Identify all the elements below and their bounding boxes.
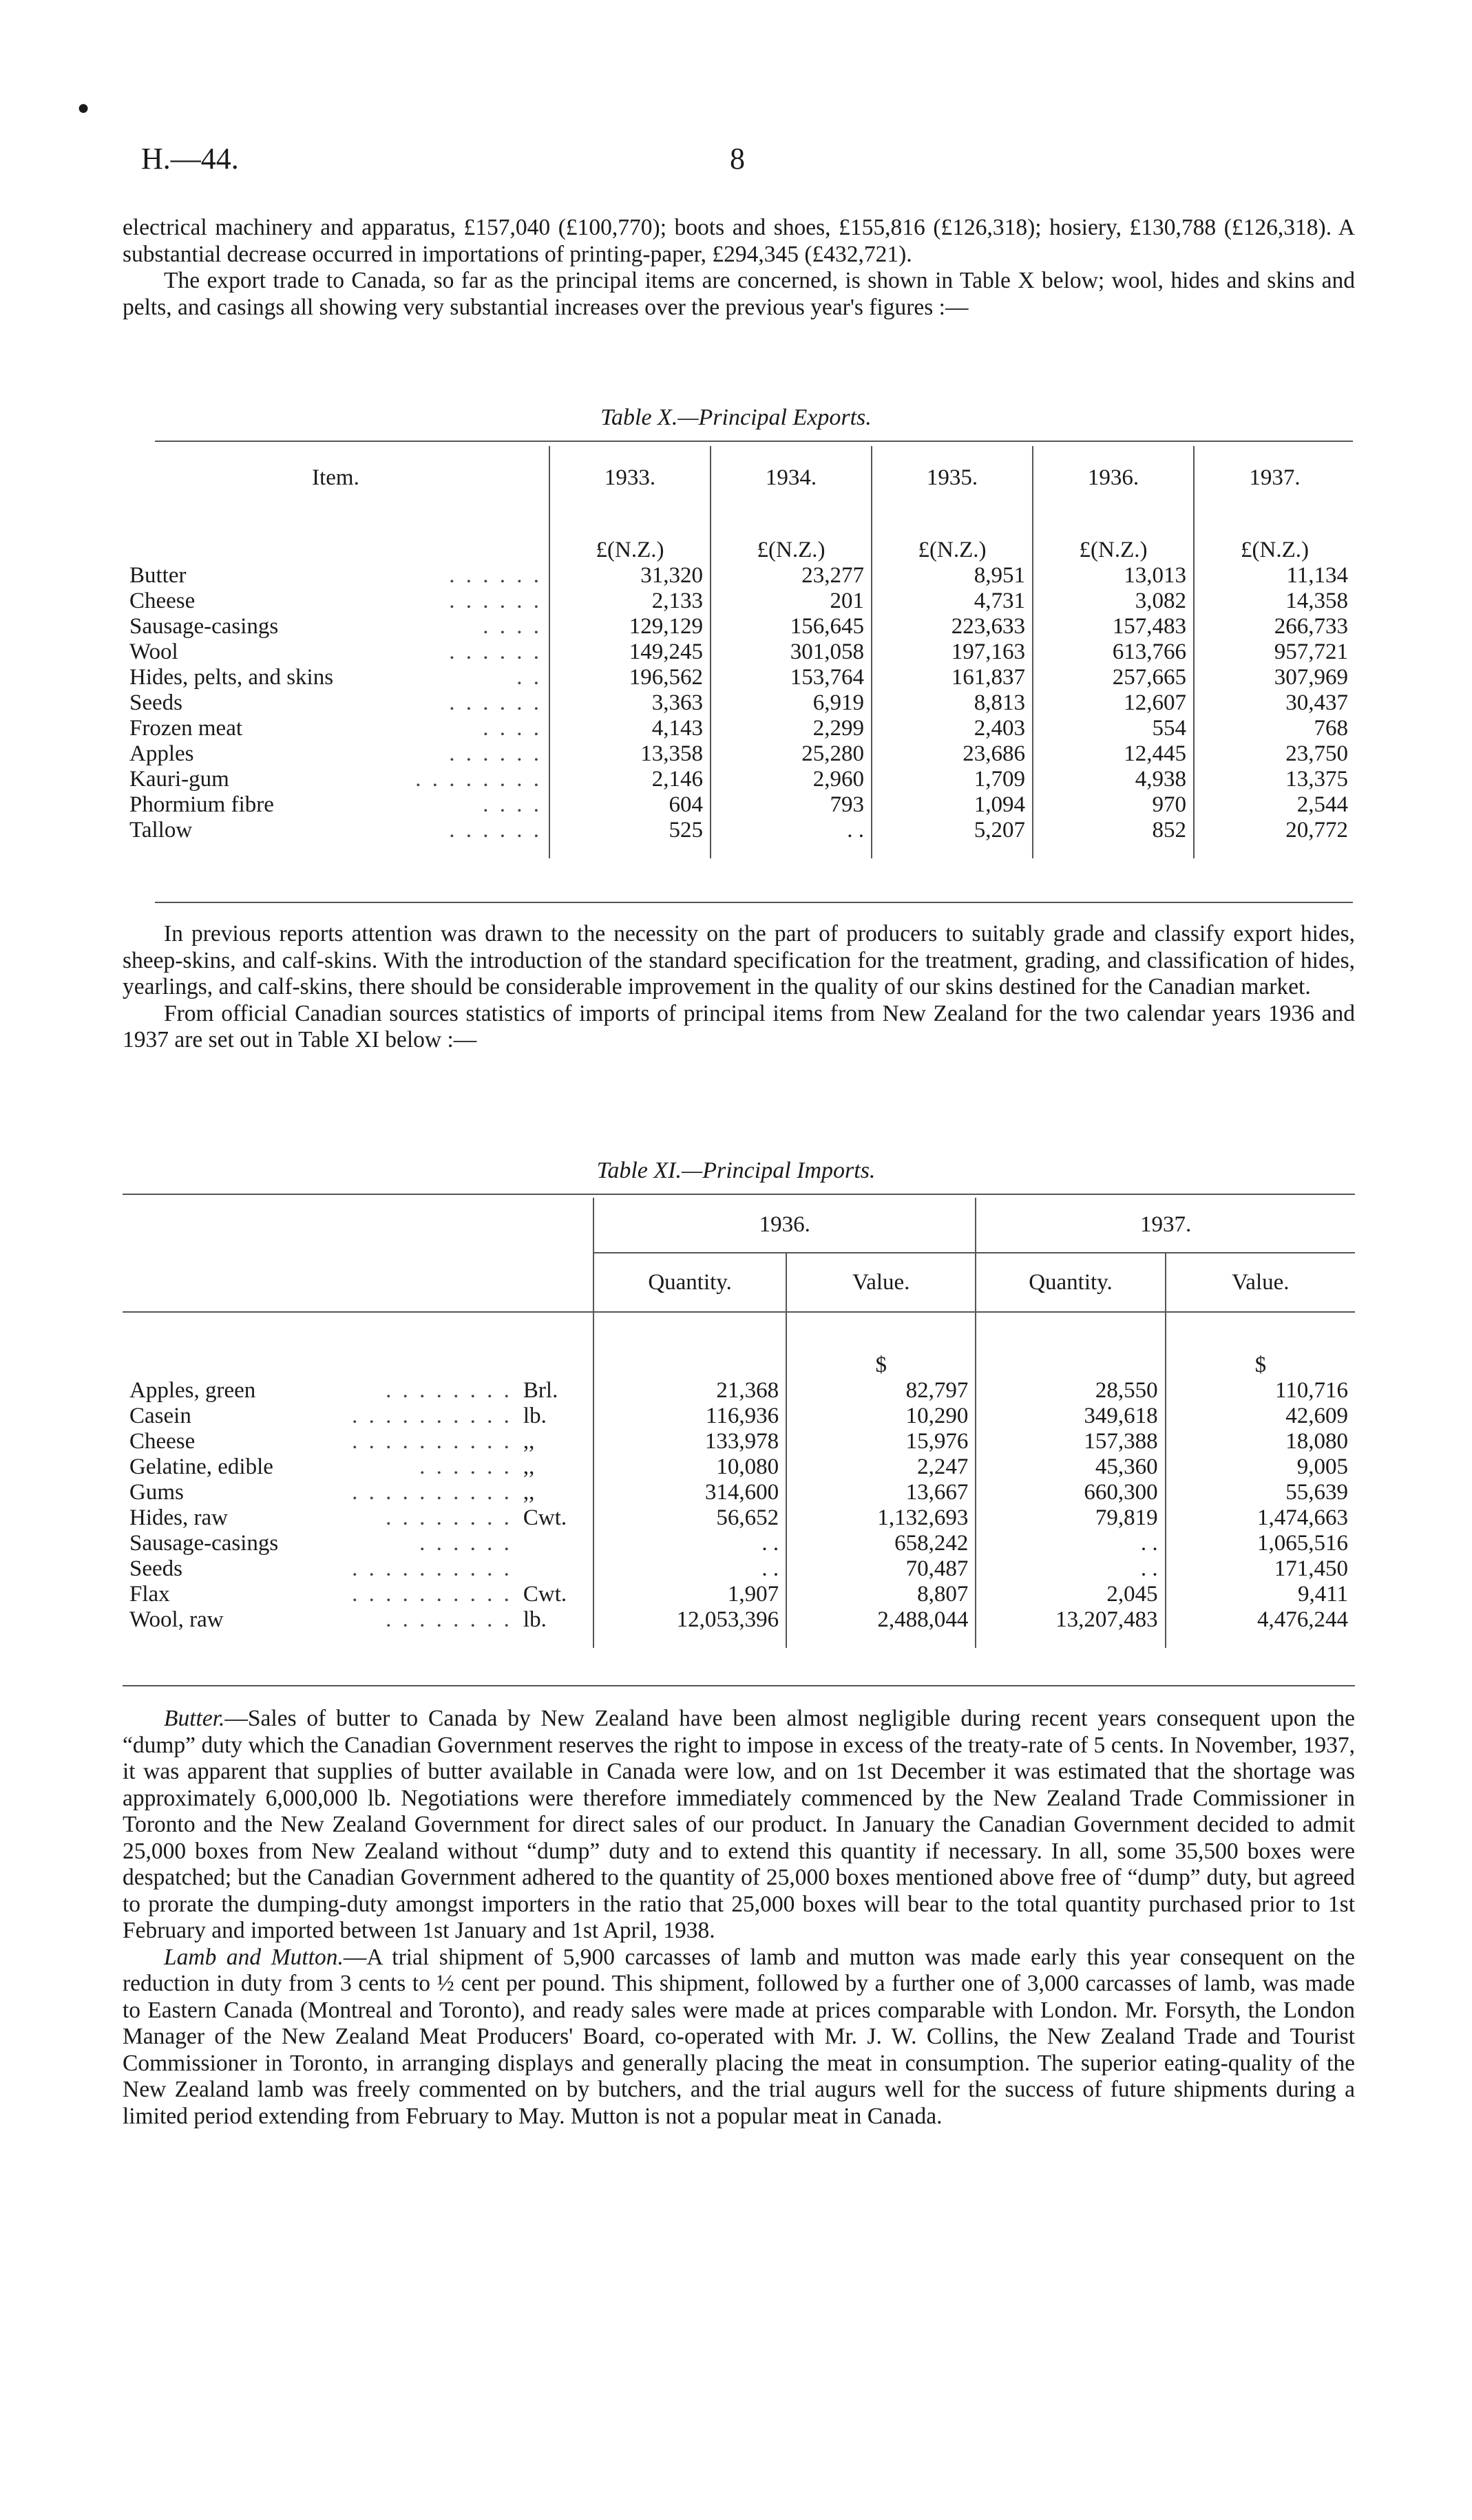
quantity-cell: 116,936 <box>593 1404 786 1429</box>
value-cell: 196,562 <box>549 665 711 690</box>
value-cell: 161,837 <box>872 665 1033 690</box>
value-cell: 15,976 <box>786 1429 976 1454</box>
item-cell <box>123 1582 519 1607</box>
table-xi-currency-row <box>123 1312 1355 1378</box>
value-cell: 2,133 <box>549 589 711 614</box>
table-row <box>123 563 1355 589</box>
item-label: Sausage-casings <box>129 614 279 639</box>
value-cell: 4,143 <box>549 716 711 741</box>
value-cell: 13,667 <box>786 1480 976 1505</box>
value-cell: 13,375 <box>1194 767 1355 792</box>
value-cell: 257,665 <box>1033 665 1194 690</box>
table-row <box>123 690 1355 716</box>
table-spacer-row <box>123 1633 1355 1648</box>
value-cell: 1,709 <box>872 767 1033 792</box>
item-cell <box>123 1454 519 1480</box>
item-label: Apples, green <box>129 1378 256 1403</box>
value-cell: 23,277 <box>711 563 872 589</box>
quantity-cell: . . <box>976 1531 1165 1556</box>
paragraph-lamb-mutton <box>123 1945 1355 2130</box>
spacer-cell <box>786 1633 976 1648</box>
table-x-unit-row <box>123 509 1355 563</box>
value-cell: 1,065,516 <box>1166 1531 1355 1556</box>
item-cell <box>123 792 549 818</box>
value-cell: 2,299 <box>711 716 872 741</box>
dot-leader: . . . . . . . . <box>386 1505 512 1530</box>
table-row <box>123 767 1355 792</box>
value-cell: 604 <box>549 792 711 818</box>
table-x-year-header: 1935. <box>872 446 1033 509</box>
table-xi-principal-imports <box>123 1198 1355 1648</box>
dot-leader: . . . . <box>483 792 542 817</box>
value-cell: 2,247 <box>786 1454 976 1480</box>
value-cell: 42,609 <box>1166 1404 1355 1429</box>
item-label: Seeds <box>129 1556 182 1581</box>
item-label: Wool, raw <box>129 1607 224 1632</box>
dot-leader: . . . . . . . . . . <box>352 1556 512 1581</box>
value-cell: 129,129 <box>549 614 711 639</box>
item-label: Kauri-gum <box>129 767 229 792</box>
table-xi-subheader-row <box>123 1253 1355 1312</box>
item-cell <box>123 1505 519 1531</box>
table-x-body <box>123 563 1355 858</box>
table-xi-year-header: 1937. <box>976 1198 1355 1253</box>
value-cell: 8,807 <box>786 1582 976 1607</box>
table-xi-caption: Table XI.—Principal Imports. <box>596 1158 876 1183</box>
table-row <box>123 665 1355 690</box>
value-cell: 12,607 <box>1033 690 1194 716</box>
dot-leader: . . <box>516 665 542 690</box>
table-row <box>123 1480 1355 1505</box>
currency-unit: £(N.Z.) <box>1194 509 1355 563</box>
table-x-year-header: 1937. <box>1194 446 1355 509</box>
paragraph-imports-continued: electrical machinery and apparatus, £157,040 (£100,770); boots and shoes, £155,816 (£126,318); hosiery, £130,788 (£126,318). A substantial decrease occurred in importations of printing-paper, £294,345 (£432,721). <box>123 215 1355 267</box>
spacer-cell <box>549 843 711 858</box>
table-row <box>123 1429 1355 1454</box>
spacer-cell <box>976 1633 1165 1648</box>
table-row <box>123 716 1355 741</box>
table-xi-year-header: 1936. <box>593 1198 976 1253</box>
unit-cell <box>519 1556 593 1582</box>
value-cell: 301,058 <box>711 639 872 665</box>
item-label: Phormium fibre <box>129 792 274 817</box>
item-cell <box>123 1404 519 1429</box>
spacer-cell <box>593 1633 786 1648</box>
value-cell: 197,163 <box>872 639 1033 665</box>
unit-cell: ,, <box>523 1429 535 1454</box>
butter-text: —Sales of butter to Canada by New Zealand have been almost negligible during recent years consequent upon the “dump” duty which the Canadian Government reserves the right to impose in excess of the treaty-rate of 5 cents. In November, 1937, it was apparent that supplies of butter available in Canada were low, and on 1st December it was estimated that the shortage was approximately 6,000,000 lb. Negotiations were therefore immediately commenced by the New Zealand Trade Commissioner in Toronto and the New Zealand Government for direct sales of our product. In January the Canadian Government decided to admit 25,000 boxes from New Zealand without “dump” duty and to extend this quantity if necessary. In all, some 35,500 boxes were despatched; but the Canadian Government adhered to the quantity of 25,000 boxes mentioned above free of “dump” duty, but agreed to prorate the dumping-duty amongst importers in the ratio that 25,000 boxes will bear to the total quantity purchased prior to 1st February and imported between 1st January and 1st April, 1938. <box>123 1706 1355 1943</box>
unit-cell: lb. <box>523 1404 547 1428</box>
table-spacer-row <box>123 843 1355 858</box>
item-label: Butter <box>129 563 187 588</box>
item-cell <box>123 690 549 716</box>
item-cell <box>123 1429 519 1454</box>
table-xi-year-row <box>123 1198 1355 1253</box>
value-cell: 10,290 <box>786 1404 976 1429</box>
spacer-cell <box>519 1633 593 1648</box>
value-cell: 70,487 <box>786 1556 976 1582</box>
table-row <box>123 1556 1355 1582</box>
spacer-cell <box>872 843 1033 858</box>
unit-cell <box>519 1531 593 1556</box>
item-cell <box>123 665 549 690</box>
value-cell: 8,951 <box>872 563 1033 589</box>
item-label: Cheese <box>129 1429 196 1454</box>
value-cell: 4,938 <box>1033 767 1194 792</box>
value-cell: 13,358 <box>549 741 711 767</box>
value-cell: 23,686 <box>872 741 1033 767</box>
quantity-cell: 133,978 <box>593 1429 786 1454</box>
quantity-cell: 349,618 <box>976 1404 1165 1429</box>
dot-leader: . . . . . . . . <box>386 1378 512 1403</box>
quantity-cell: 13,207,483 <box>976 1607 1165 1633</box>
currency-symbol: $ <box>1166 1312 1355 1378</box>
quantity-cell: 56,652 <box>593 1505 786 1531</box>
value-cell: 793 <box>711 792 872 818</box>
dot-leader: . . . . . . <box>449 818 542 843</box>
table-row <box>123 614 1355 639</box>
unit-cell: lb. <box>523 1607 547 1632</box>
dot-leader: . . . . <box>483 716 542 741</box>
item-label: Hides, pelts, and skins <box>129 665 334 690</box>
item-cell <box>123 767 549 792</box>
currency-unit: £(N.Z.) <box>1033 509 1194 563</box>
dot-leader: . . . . . . <box>449 589 542 613</box>
paragraph-butter <box>123 1706 1355 1945</box>
closing-text <box>123 1706 1355 2130</box>
item-label: Seeds <box>129 690 182 715</box>
butter-heading: Butter. <box>164 1706 225 1731</box>
quantity-cell: 28,550 <box>976 1378 1165 1404</box>
quantity-cell: 79,819 <box>976 1505 1165 1531</box>
table-row <box>123 1607 1355 1633</box>
item-cell <box>123 589 549 614</box>
table-x-year-header: 1934. <box>711 446 872 509</box>
value-cell: 6,919 <box>711 690 872 716</box>
item-cell <box>123 1480 519 1505</box>
document-reference: H.—44. <box>141 142 239 176</box>
quantity-cell: 660,300 <box>976 1480 1165 1505</box>
paragraph-hides-grading: In previous reports attention was drawn to the necessity on the part of producers to suitably grade and classify export hides, sheep-skins, and calf-skins. With the introduction of the standard specification for the treatment, grading, and classification of hides, yearlings, and calf-skins, there should be considerable improvement in the quality of our skins destined for the Canadian market. <box>123 921 1355 999</box>
currency-unit: £(N.Z.) <box>872 509 1033 563</box>
spacer-cell <box>1033 843 1194 858</box>
table-row <box>123 589 1355 614</box>
spacer-cell <box>1166 1633 1355 1648</box>
item-label: Casein <box>129 1404 191 1428</box>
spacer-cell <box>1194 843 1355 858</box>
item-cell <box>123 1556 519 1582</box>
value-cell: 9,005 <box>1166 1454 1355 1480</box>
lamb-text: —A trial shipment of 5,900 carcasses of lamb and mutton was made early this year consequent on the reduction in duty from 3 cents to ½ cent per pound. This shipment, followed by a further one of 3,000 carcasses of lamb, was made to Eastern Canada (Montreal and Toronto), and ready sales were made at prices comparable with London. Mr. Forsyth, the London Manager of the New Zealand Meat Producers' Board, co-operated with Mr. J. W. Collins, the New Zealand Trade and Tourist Commissioner in Toronto, in arranging displays and generally placing the meat in consumption. The superior eating-quality of the New Zealand lamb was freely commented on by butchers, and the trial augurs well for the success of future shipments during a limited period extending from February to May. Mutton is not a popular meat in Canada. <box>123 1944 1355 2129</box>
value-cell: 14,358 <box>1194 589 1355 614</box>
value-cell: 2,544 <box>1194 792 1355 818</box>
value-cell: 1,094 <box>872 792 1033 818</box>
table-row <box>123 1531 1355 1556</box>
dot-leader: . . . . . . . . <box>386 1607 512 1632</box>
currency-symbol: $ <box>786 1312 976 1378</box>
table-xi-top-rule <box>123 1194 1355 1195</box>
table-x-header-row <box>123 446 1355 509</box>
value-cell: 2,403 <box>872 716 1033 741</box>
item-label: Apples <box>129 741 194 766</box>
item-cell <box>123 563 549 589</box>
unit-cell: Cwt. <box>523 1582 567 1607</box>
unit-cell: Brl. <box>523 1378 558 1403</box>
dot-leader: . . . . . . . . . . <box>352 1480 512 1505</box>
value-cell: 2,488,044 <box>786 1607 976 1633</box>
table-x-year-header: 1936. <box>1033 446 1194 509</box>
item-label: Tallow <box>129 818 193 843</box>
table-row <box>123 1454 1355 1480</box>
value-cell: 266,733 <box>1194 614 1355 639</box>
value-cell: 1,132,693 <box>786 1505 976 1531</box>
value-cell: 30,437 <box>1194 690 1355 716</box>
value-cell: 2,146 <box>549 767 711 792</box>
value-cell: 2,960 <box>711 767 872 792</box>
value-cell: 156,645 <box>711 614 872 639</box>
quantity-cell: . . <box>593 1531 786 1556</box>
item-cell <box>123 639 549 665</box>
value-cell: 25,280 <box>711 741 872 767</box>
value-cell: 613,766 <box>1033 639 1194 665</box>
value-cell: 658,242 <box>786 1531 976 1556</box>
item-cell <box>123 1607 519 1633</box>
value-cell: 970 <box>1033 792 1194 818</box>
quantity-cell: 1,907 <box>593 1582 786 1607</box>
table-xi-bottom-rule <box>123 1685 1355 1686</box>
dot-leader: . . . . . . . . . . <box>352 1429 512 1454</box>
value-cell: 149,245 <box>549 639 711 665</box>
dot-leader: . . . . . . <box>419 1454 512 1479</box>
item-label: Cheese <box>129 589 196 613</box>
spacer-cell <box>123 1633 519 1648</box>
value-cell: 12,445 <box>1033 741 1194 767</box>
dot-leader: . . . . . . <box>449 690 542 715</box>
currency-unit: £(N.Z.) <box>549 509 711 563</box>
spacer-cell <box>711 843 872 858</box>
table-x-top-rule <box>155 441 1353 442</box>
table-x-year-header: 1933. <box>549 446 711 509</box>
table-x-item-header: Item. <box>312 465 359 490</box>
value-cell: 31,320 <box>549 563 711 589</box>
table-row <box>123 1378 1355 1404</box>
table-row <box>123 792 1355 818</box>
value-cell: 11,134 <box>1194 563 1355 589</box>
item-cell <box>123 716 549 741</box>
value-cell: 55,639 <box>1166 1480 1355 1505</box>
table-row <box>123 741 1355 767</box>
quantity-cell: 314,600 <box>593 1480 786 1505</box>
table-row <box>123 1582 1355 1607</box>
unit-cell: Cwt. <box>523 1505 567 1530</box>
quantity-cell: 21,368 <box>593 1378 786 1404</box>
value-cell: 5,207 <box>872 818 1033 843</box>
item-cell <box>123 818 549 843</box>
unit-cell: ,, <box>523 1480 535 1505</box>
value-cell: 554 <box>1033 716 1194 741</box>
table-xi-quantity-header: Quantity. <box>976 1253 1165 1312</box>
table-x-bottom-rule <box>155 902 1353 903</box>
value-cell: 13,013 <box>1033 563 1194 589</box>
dot-leader: . . . . <box>483 614 542 639</box>
value-cell: 82,797 <box>786 1378 976 1404</box>
table-row <box>123 1505 1355 1531</box>
value-cell: 3,082 <box>1033 589 1194 614</box>
table-x-caption: Table X.—Principal Exports. <box>600 405 872 430</box>
table-row <box>123 1404 1355 1429</box>
value-cell: 1,474,663 <box>1166 1505 1355 1531</box>
item-label: Hides, raw <box>129 1505 228 1530</box>
table-x-principal-exports <box>123 446 1355 858</box>
value-cell: 768 <box>1194 716 1355 741</box>
value-cell: 153,764 <box>711 665 872 690</box>
value-cell: 157,483 <box>1033 614 1194 639</box>
table-xi-value-header: Value. <box>1166 1253 1355 1312</box>
paragraph-export-trade: The export trade to Canada, so far as the principal items are concerned, is shown in Table X below; wool, hides and skins and pelts, and casings all showing very substantial increases over the previous year's figures :— <box>123 268 1355 320</box>
item-cell <box>123 614 549 639</box>
item-label: Frozen meat <box>129 716 243 741</box>
unit-cell: ,, <box>523 1454 535 1479</box>
value-cell: 201 <box>711 589 872 614</box>
value-cell: 4,476,244 <box>1166 1607 1355 1633</box>
value-cell: 9,411 <box>1166 1582 1355 1607</box>
dot-leader: . . . . . . . . . . <box>352 1582 512 1607</box>
item-label: Wool <box>129 639 178 664</box>
quantity-cell: 157,388 <box>976 1429 1165 1454</box>
item-label: Gelatine, edible <box>129 1454 273 1479</box>
intro-text <box>123 215 1355 321</box>
item-label: Flax <box>129 1582 170 1607</box>
currency-unit: £(N.Z.) <box>711 509 872 563</box>
value-cell: 20,772 <box>1194 818 1355 843</box>
quantity-cell: . . <box>976 1556 1165 1582</box>
lamb-heading: Lamb and Mutton. <box>164 1944 344 1970</box>
value-cell: . . <box>711 818 872 843</box>
table-xi-quantity-header: Quantity. <box>593 1253 786 1312</box>
value-cell: 8,813 <box>872 690 1033 716</box>
value-cell: 525 <box>549 818 711 843</box>
table-row <box>123 818 1355 843</box>
middle-text <box>123 921 1355 1054</box>
item-cell <box>123 1531 519 1556</box>
quantity-cell: 12,053,396 <box>593 1607 786 1633</box>
value-cell: 23,750 <box>1194 741 1355 767</box>
value-cell: 223,633 <box>872 614 1033 639</box>
quantity-cell: 45,360 <box>976 1454 1165 1480</box>
value-cell: 18,080 <box>1166 1429 1355 1454</box>
item-label: Sausage-casings <box>129 1531 279 1556</box>
table-xi-body <box>123 1378 1355 1648</box>
dot-leader: . . . . . . <box>419 1531 512 1556</box>
value-cell: 4,731 <box>872 589 1033 614</box>
dot-leader: . . . . . . <box>449 741 542 766</box>
item-label: Gums <box>129 1480 184 1505</box>
dot-leader: . . . . . . <box>449 563 542 588</box>
item-cell <box>123 741 549 767</box>
value-cell: 307,969 <box>1194 665 1355 690</box>
page-number: 8 <box>730 142 745 176</box>
dot-leader: . . . . . . . . . . <box>352 1404 512 1428</box>
item-cell <box>123 1378 519 1404</box>
value-cell: 171,450 <box>1166 1556 1355 1582</box>
dot-leader: . . . . . . <box>449 639 542 664</box>
margin-mark: ● <box>77 96 90 119</box>
value-cell: 852 <box>1033 818 1194 843</box>
spacer-cell <box>123 843 549 858</box>
paragraph-canadian-sources: From official Canadian sources statistics of imports of principal items from New Zealand for the two calendar years 1936 and 1937 are set out in Table XI below :— <box>123 1000 1355 1052</box>
quantity-cell: 2,045 <box>976 1582 1165 1607</box>
quantity-cell: 10,080 <box>593 1454 786 1480</box>
value-cell: 3,363 <box>549 690 711 716</box>
table-row <box>123 639 1355 665</box>
table-xi-value-header: Value. <box>786 1253 976 1312</box>
value-cell: 110,716 <box>1166 1378 1355 1404</box>
value-cell: 957,721 <box>1194 639 1355 665</box>
quantity-cell: . . <box>593 1556 786 1582</box>
dot-leader: . . . . . . . . <box>415 767 542 792</box>
